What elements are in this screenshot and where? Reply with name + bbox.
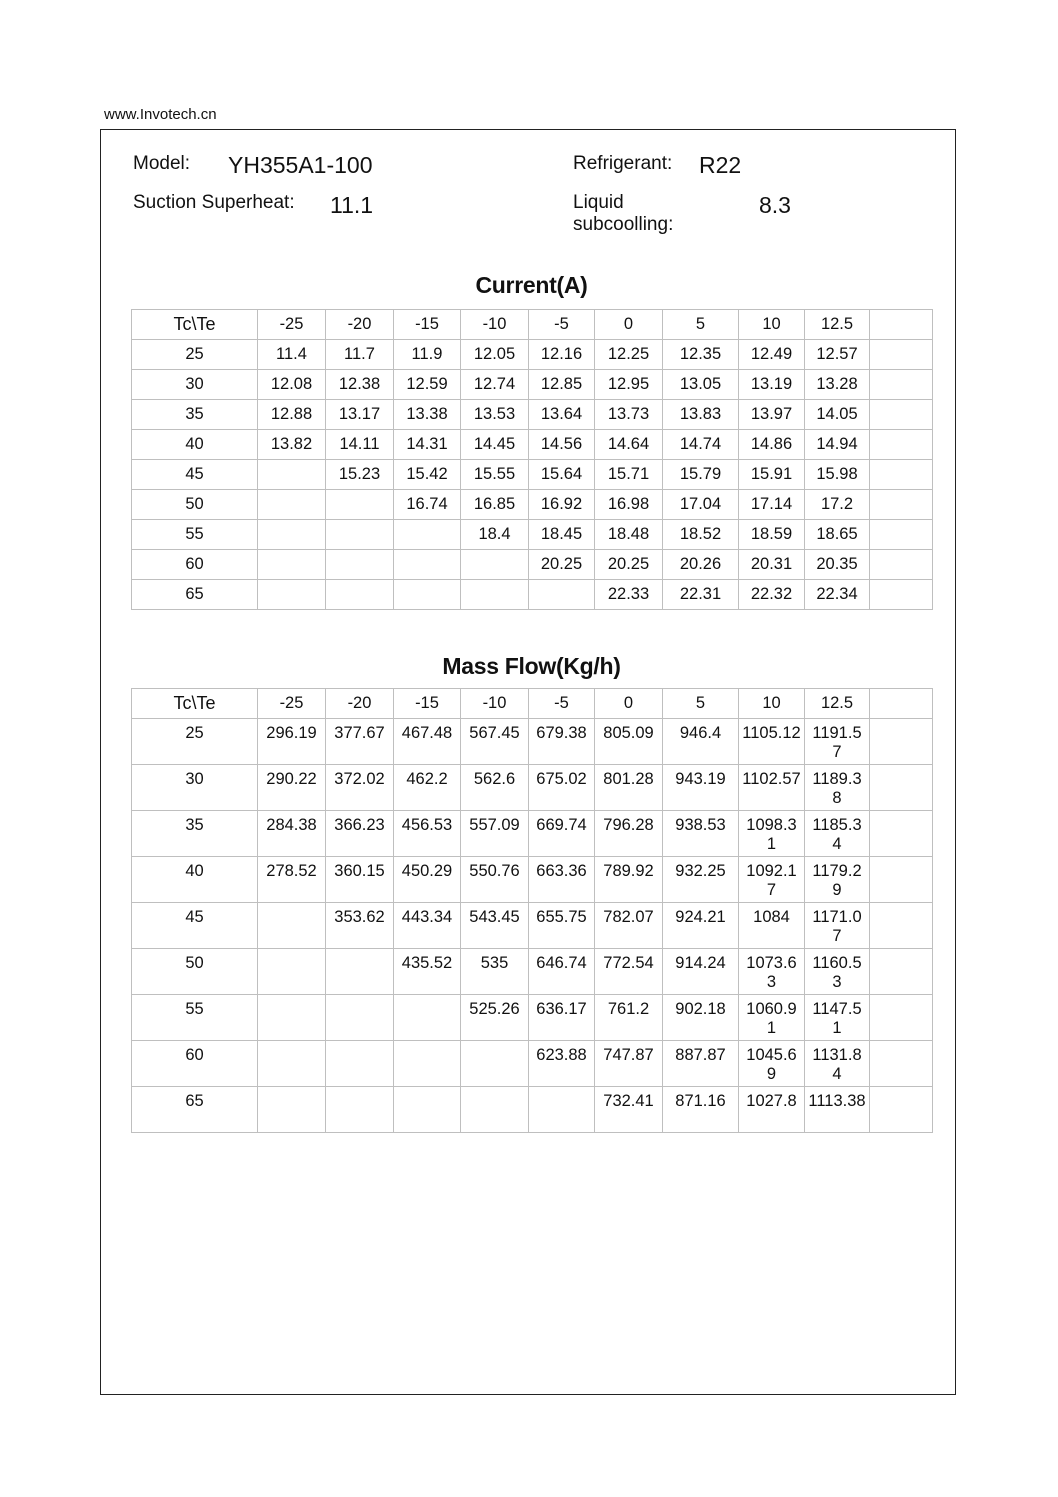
mass-flow-cell: 1060.91 [739,995,805,1041]
model-value: YH355A1-100 [228,152,373,178]
mass-flow-cell: 1105.12 [739,719,805,765]
current-cell [870,460,933,490]
current-cell: 12.59 [394,370,461,400]
mass-flow-cell: 1189.38 [805,765,870,811]
mass-flow-cell [461,1041,529,1087]
mass-flow-column-header: 0 [595,689,663,719]
current-cell: 17.2 [805,490,870,520]
table-row [132,1087,933,1133]
current-cell [258,580,326,610]
mass-flow-cell: 747.87 [595,1041,663,1087]
current-cell: 14.56 [529,430,595,460]
current-cell: 12.95 [595,370,663,400]
current-table [131,309,933,610]
current-cell: 20.25 [529,550,595,580]
mass-flow-cell [461,1087,529,1133]
mass-flow-cell [326,1041,394,1087]
current-cell [870,550,933,580]
current-cell: 12.16 [529,340,595,370]
current-row-header: 50 [132,490,258,520]
current-column-header: 12.5 [805,310,870,340]
current-column-header: -15 [394,310,461,340]
mass-flow-corner-cell: Tc\Te [132,689,258,719]
table-row [132,430,933,460]
current-cell: 18.52 [663,520,739,550]
current-cell: 15.79 [663,460,739,490]
current-cell: 11.4 [258,340,326,370]
current-cell: 13.97 [739,400,805,430]
current-row-header: 35 [132,400,258,430]
current-cell [394,520,461,550]
subcooling-label-line2: subcoolling: [573,214,674,235]
current-cell: 12.38 [326,370,394,400]
current-corner-cell: Tc\Te [132,310,258,340]
current-cell: 12.85 [529,370,595,400]
current-row-header: 60 [132,550,258,580]
current-cell: 22.32 [739,580,805,610]
mass-flow-cell: 1073.63 [739,949,805,995]
current-cell [258,550,326,580]
current-cell: 15.98 [805,460,870,490]
current-cell [326,490,394,520]
mass-flow-cell: 535 [461,949,529,995]
mass-flow-cell: 353.62 [326,903,394,949]
current-cell: 12.49 [739,340,805,370]
current-cell: 13.05 [663,370,739,400]
table-row [132,719,933,765]
current-cell: 14.45 [461,430,529,460]
table-row [132,1041,933,1087]
mass-flow-cell: 1191.57 [805,719,870,765]
current-column-header: 10 [739,310,805,340]
current-cell: 14.11 [326,430,394,460]
mass-flow-row-header: 40 [132,857,258,903]
subcooling-value: 8.3 [759,192,791,218]
mass-flow-cell: 679.38 [529,719,595,765]
mass-flow-row-header: 50 [132,949,258,995]
mass-flow-cell: 284.38 [258,811,326,857]
current-cell: 15.71 [595,460,663,490]
current-cell: 12.08 [258,370,326,400]
mass-flow-cell: 1179.29 [805,857,870,903]
mass-flow-cell: 1098.31 [739,811,805,857]
mass-flow-cell [870,1087,933,1133]
current-cell: 16.74 [394,490,461,520]
refrigerant-value: R22 [699,152,742,178]
mass-flow-cell [326,949,394,995]
mass-flow-cell: 450.29 [394,857,461,903]
current-cell [461,550,529,580]
current-cell: 11.7 [326,340,394,370]
current-cell: 15.42 [394,460,461,490]
mass-flow-row-header: 60 [132,1041,258,1087]
mass-flow-column-header: -20 [326,689,394,719]
mass-flow-cell: 290.22 [258,765,326,811]
mass-flow-cell: 1092.17 [739,857,805,903]
mass-flow-cell [258,995,326,1041]
mass-flow-cell: 377.67 [326,719,394,765]
current-cell: 15.91 [739,460,805,490]
mass-flow-cell: 663.36 [529,857,595,903]
mass-flow-cell [870,857,933,903]
mass-flow-cell: 435.52 [394,949,461,995]
mass-flow-cell: 932.25 [663,857,739,903]
mass-flow-column-header: -10 [461,689,529,719]
current-cell: 16.92 [529,490,595,520]
current-cell: 18.65 [805,520,870,550]
table-row [132,765,933,811]
mass-flow-cell: 772.54 [595,949,663,995]
model-label: Model: [133,153,191,174]
mass-flow-cell: 761.2 [595,995,663,1041]
current-cell: 14.74 [663,430,739,460]
mass-flow-cell: 278.52 [258,857,326,903]
mass-flow-cell: 443.34 [394,903,461,949]
mass-flow-cell: 1027.8 [739,1087,805,1133]
current-cell: 20.31 [739,550,805,580]
mass-flow-cell [258,949,326,995]
current-cell: 13.19 [739,370,805,400]
mass-flow-cell [326,1087,394,1133]
current-cell: 15.64 [529,460,595,490]
mass-flow-cell [258,1041,326,1087]
current-cell [394,580,461,610]
mass-flow-cell [394,1087,461,1133]
current-cell [870,400,933,430]
current-column-header: -20 [326,310,394,340]
current-cell: 18.4 [461,520,529,550]
current-cell: 20.26 [663,550,739,580]
mass-flow-cell: 924.21 [663,903,739,949]
current-cell [394,550,461,580]
current-row-header: 45 [132,460,258,490]
current-row-header: 65 [132,580,258,610]
mass-flow-cell: 946.4 [663,719,739,765]
current-cell: 22.34 [805,580,870,610]
current-cell: 22.31 [663,580,739,610]
superheat-value: 11.1 [330,192,374,218]
mass-flow-row-header: 55 [132,995,258,1041]
current-cell: 13.64 [529,400,595,430]
superheat-label: Suction Superheat: [133,192,295,213]
mass-flow-column-header [870,689,933,719]
mass-flow-cell: 943.19 [663,765,739,811]
current-cell [870,340,933,370]
mass-flow-cell [870,765,933,811]
current-cell [258,460,326,490]
mass-flow-cell: 871.16 [663,1087,739,1133]
mass-flow-cell: 914.24 [663,949,739,995]
current-title: Current(A) [475,272,588,298]
table-row [132,520,933,550]
mass-flow-cell: 1131.84 [805,1041,870,1087]
current-row-header: 55 [132,520,258,550]
current-cell [326,580,394,610]
mass-flow-cell: 1171.07 [805,903,870,949]
table-row [132,460,933,490]
current-cell: 12.88 [258,400,326,430]
current-cell: 15.23 [326,460,394,490]
current-cell: 16.98 [595,490,663,520]
mass-flow-cell: 623.88 [529,1041,595,1087]
mass-flow-cell: 669.74 [529,811,595,857]
mass-flow-cell [870,1041,933,1087]
current-cell: 11.9 [394,340,461,370]
table-row [132,340,933,370]
current-cell: 18.48 [595,520,663,550]
mass-flow-cell: 805.09 [595,719,663,765]
mass-flow-cell: 567.45 [461,719,529,765]
table-row [132,857,933,903]
current-cell: 15.55 [461,460,529,490]
mass-flow-cell: 462.2 [394,765,461,811]
mass-flow-cell [258,903,326,949]
mass-flow-cell [394,1041,461,1087]
mass-flow-cell [326,995,394,1041]
mass-flow-cell: 1045.69 [739,1041,805,1087]
mass-flow-cell: 366.23 [326,811,394,857]
current-cell: 16.85 [461,490,529,520]
current-cell [529,580,595,610]
mass-flow-header-row [132,689,933,719]
mass-flow-cell: 646.74 [529,949,595,995]
mass-flow-cell: 557.09 [461,811,529,857]
mass-flow-cell: 902.18 [663,995,739,1041]
mass-flow-column-header: -25 [258,689,326,719]
site-url: www.Invotech.cn [104,106,217,123]
mass-flow-cell: 456.53 [394,811,461,857]
current-cell: 17.04 [663,490,739,520]
current-cell: 22.33 [595,580,663,610]
mass-flow-cell: 1147.51 [805,995,870,1041]
current-row-header: 30 [132,370,258,400]
current-column-header: 0 [595,310,663,340]
mass-flow-cell [870,949,933,995]
table-row [132,490,933,520]
mass-flow-cell [394,995,461,1041]
mass-flow-cell [870,903,933,949]
current-column-header [870,310,933,340]
current-cell: 12.57 [805,340,870,370]
current-cell: 13.73 [595,400,663,430]
current-column-header: 5 [663,310,739,340]
mass-flow-cell [870,995,933,1041]
table-row [132,949,933,995]
table-row [132,811,933,857]
refrigerant-label: Refrigerant: [573,153,673,174]
mass-flow-cell: 887.87 [663,1041,739,1087]
mass-flow-cell: 543.45 [461,903,529,949]
current-row-header: 40 [132,430,258,460]
current-cell: 13.38 [394,400,461,430]
mass-flow-cell: 360.15 [326,857,394,903]
current-cell: 14.31 [394,430,461,460]
current-column-header: -10 [461,310,529,340]
current-cell: 18.59 [739,520,805,550]
mass-flow-cell: 732.41 [595,1087,663,1133]
current-cell: 14.64 [595,430,663,460]
mass-flow-cell: 562.6 [461,765,529,811]
current-cell: 12.05 [461,340,529,370]
mass-flow-cell: 1160.53 [805,949,870,995]
mass-flow-column-header: -15 [394,689,461,719]
mass-flow-cell: 636.17 [529,995,595,1041]
mass-flow-column-header: 10 [739,689,805,719]
current-cell [461,580,529,610]
mass-flow-cell: 801.28 [595,765,663,811]
current-cell [258,490,326,520]
mass-flow-table [131,688,933,1133]
mass-flow-cell: 550.76 [461,857,529,903]
current-cell: 14.05 [805,400,870,430]
mass-flow-row-header: 45 [132,903,258,949]
current-cell: 14.86 [739,430,805,460]
mass-flow-cell: 1102.57 [739,765,805,811]
current-cell: 12.74 [461,370,529,400]
mass-flow-cell: 789.92 [595,857,663,903]
mass-flow-column-header: 5 [663,689,739,719]
mass-flow-cell: 467.48 [394,719,461,765]
current-cell: 20.35 [805,550,870,580]
table-row [132,400,933,430]
mass-flow-row-header: 35 [132,811,258,857]
current-cell: 14.94 [805,430,870,460]
current-cell: 17.14 [739,490,805,520]
subcooling-label-line1: Liquid [573,192,624,213]
current-cell [326,550,394,580]
mass-flow-cell: 1113.38 [805,1087,870,1133]
mass-flow-row-header: 25 [132,719,258,765]
current-cell: 12.25 [595,340,663,370]
mass-flow-cell [870,811,933,857]
mass-flow-cell: 938.53 [663,811,739,857]
mass-flow-cell: 372.02 [326,765,394,811]
current-cell: 13.17 [326,400,394,430]
mass-flow-cell: 1185.34 [805,811,870,857]
mass-flow-cell: 796.28 [595,811,663,857]
table-row [132,580,933,610]
mass-flow-cell: 296.19 [258,719,326,765]
current-cell: 13.53 [461,400,529,430]
current-cell: 20.25 [595,550,663,580]
mass-flow-cell: 675.02 [529,765,595,811]
current-cell: 18.45 [529,520,595,550]
mass-flow-column-header: -5 [529,689,595,719]
current-cell [870,430,933,460]
mass-flow-row-header: 65 [132,1087,258,1133]
mass-flow-cell [529,1087,595,1133]
mass-flow-title: Mass Flow(Kg/h) [442,653,621,679]
current-row-header: 25 [132,340,258,370]
current-column-header: -5 [529,310,595,340]
table-row [132,370,933,400]
current-cell [870,370,933,400]
current-cell [870,490,933,520]
current-cell [326,520,394,550]
mass-flow-cell [258,1087,326,1133]
current-cell [870,520,933,550]
table-row [132,903,933,949]
current-cell [870,580,933,610]
mass-flow-cell: 655.75 [529,903,595,949]
mass-flow-cell: 525.26 [461,995,529,1041]
mass-flow-row-header: 30 [132,765,258,811]
current-cell [258,520,326,550]
current-cell: 13.28 [805,370,870,400]
mass-flow-cell: 1084 [739,903,805,949]
current-cell: 13.83 [663,400,739,430]
table-row [132,995,933,1041]
current-cell: 13.82 [258,430,326,460]
table-row [132,550,933,580]
current-cell: 12.35 [663,340,739,370]
mass-flow-column-header: 12.5 [805,689,870,719]
current-column-header: -25 [258,310,326,340]
mass-flow-cell [870,719,933,765]
mass-flow-cell: 782.07 [595,903,663,949]
current-header-row [132,310,933,340]
